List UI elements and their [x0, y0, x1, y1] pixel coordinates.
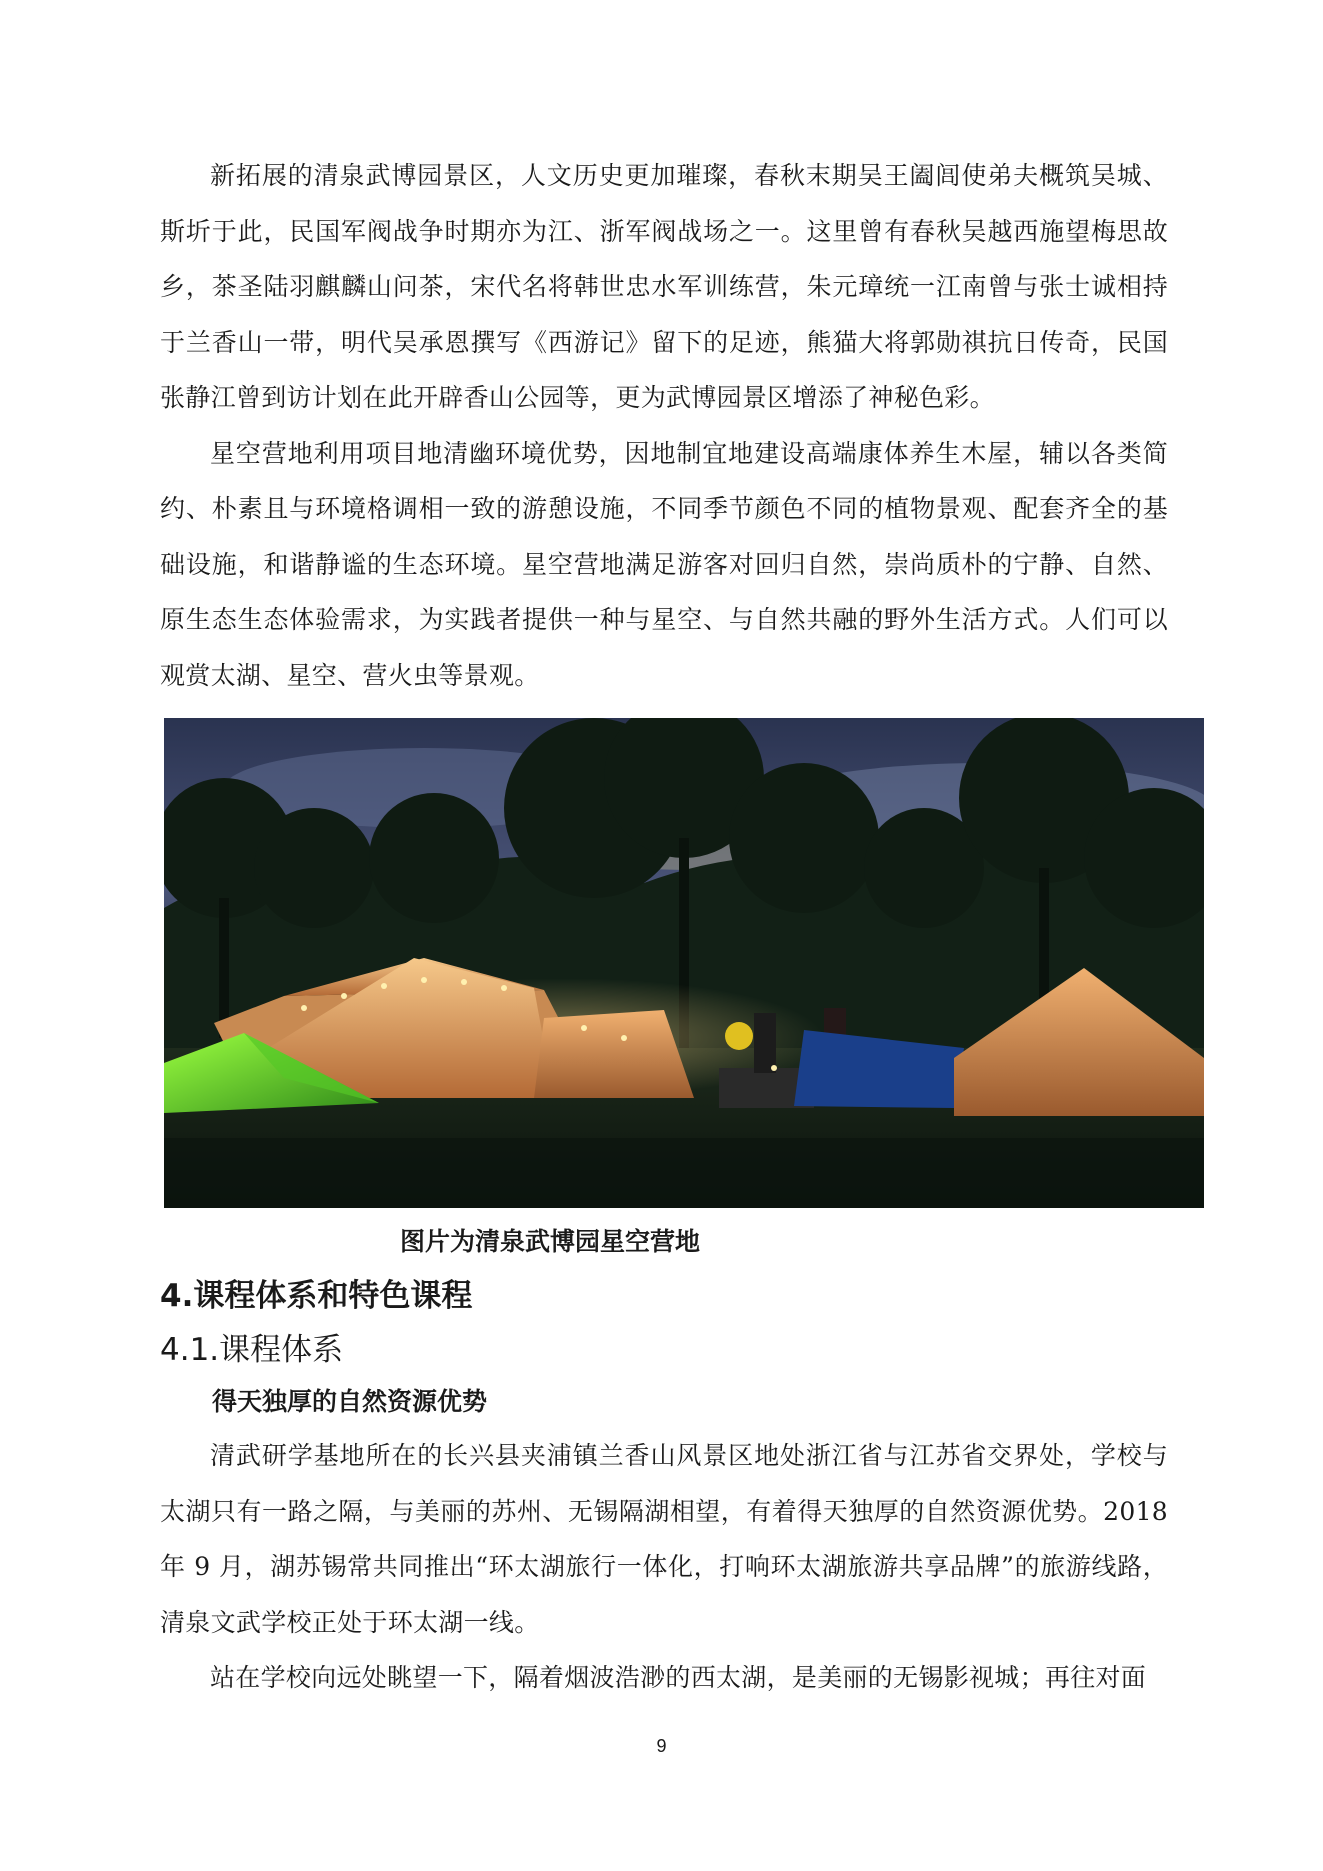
paragraph-location: 清武研学基地所在的长兴县夹浦镇兰香山风景区地处浙江省与江苏省交界处，学校与太湖只有一路之隔，与美丽的苏州、无锡隔湖相望，有着得天独厚的自然资源优势。2018 年 9 月，湖苏锡常共同推出“环太湖旅行一体化，打响环太湖旅游共享品牌”的旅游线路，清泉文武学校正处于环太湖一线。	[160, 1441, 1168, 1637]
paragraph-view: 站在学校向远处眺望一下，隔着烟波浩渺的西太湖，是美丽的无锡影视城；再往对面	[210, 1663, 1147, 1692]
paragraph-starry-camp: 星空营地利用项目地清幽环境优势，因地制宜地建设高端康体养生木屋，辅以各类简约、朴素且与环境格调相一致的游憩设施，不同季节颜色不同的植物景观、配套齐全的基础设施，和谐静谧的生态环境。星空营地满足游客对回归自然，崇尚质朴的宁静、自然、原生态生态体验需求，为实践者提供一种与星空、与自然共融的野外生活方式。人们可以观赏太湖、星空、营火虫等景观。	[160, 438, 1168, 690]
camp-photo	[164, 718, 1204, 1208]
paragraph-history: 新拓展的清泉武博园景区，人文历史更加璀璨，春秋末期吴王阖闾使弟夫概筑吴城、斯圻于此，民国军阀战争时期亦为江、浙军阀战场之一。这里曾有春秋吴越西施望梅思故乡，茶圣陆羽麒麟山问茶，宋代名将韩世忠水军训练营，朱元璋统一江南曾与张士诚相持于兰香山一带，明代吴承恩撰写《西游记》留下的足迹，熊猫大将郭勋祺抗日传奇，民国张静江曾到访计划在此开辟香山公园等，更为武博园景区增添了神秘色彩。	[160, 161, 1168, 412]
camp-photo-illustration	[164, 718, 1204, 1208]
resource-text-block	[160, 1428, 1168, 1706]
topic-heading: 得天独厚的自然资源优势	[212, 1387, 488, 1416]
intro-text-block	[160, 148, 1168, 703]
subsection-heading-4-1: 4.1.课程体系	[160, 1332, 344, 1368]
figure-caption: 图片为清泉武博园星空营地	[400, 1227, 701, 1256]
page-number: 9	[656, 1736, 667, 1756]
section-heading-4: 4.课程体系和特色课程	[160, 1278, 473, 1314]
